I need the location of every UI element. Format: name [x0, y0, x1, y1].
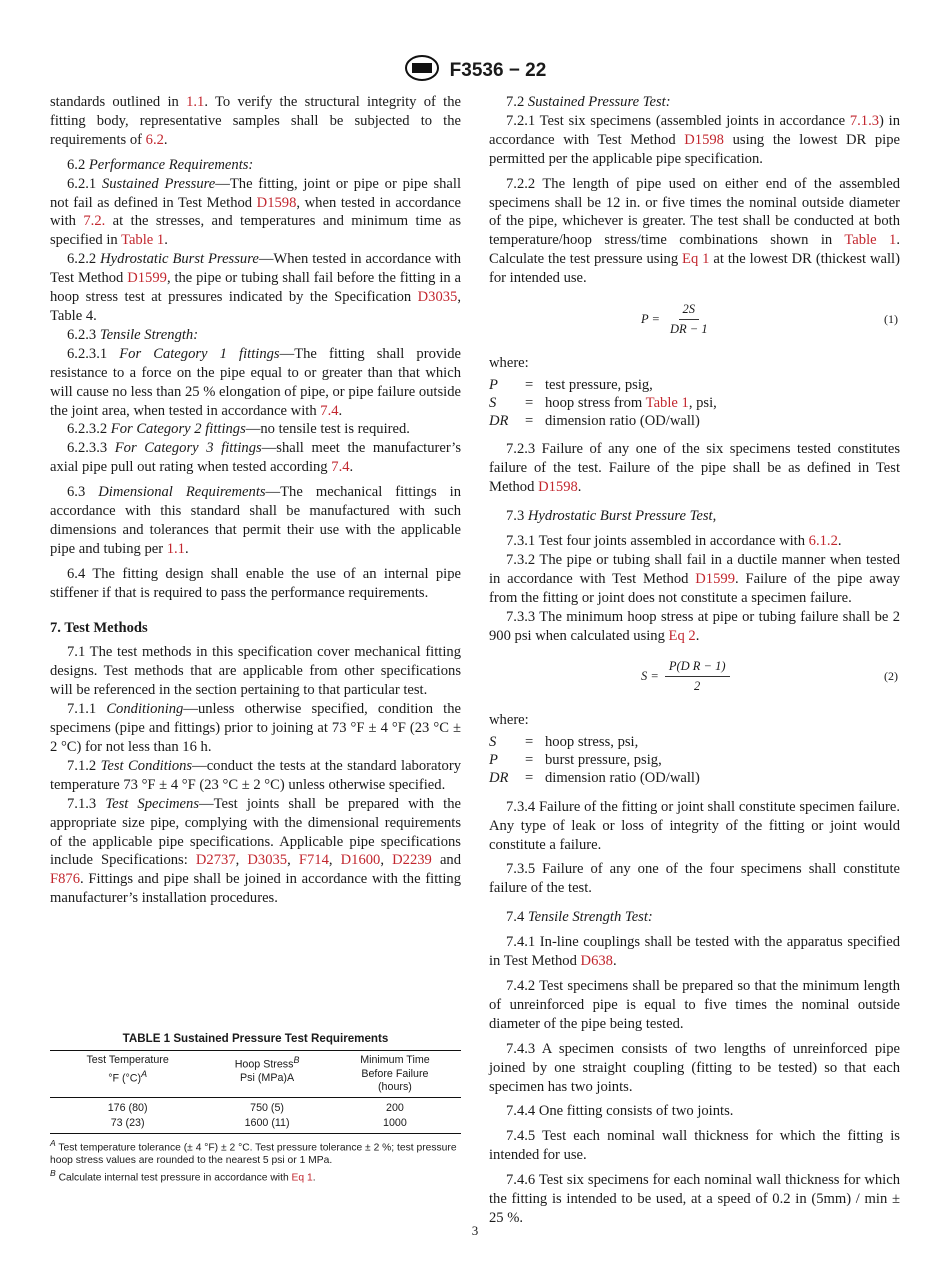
eq2-numerator: P(D R − 1): [665, 657, 730, 677]
definitions-2: [489, 734, 900, 787]
def-text: dimension ratio (OD/wall): [545, 412, 700, 429]
ref-link[interactable]: D2737: [195, 852, 236, 869]
section-heading-7: 7. Test Methods: [50, 619, 148, 636]
section-7-3-5: 7.3.5 Failure of any one of the four specimens shall constitute failure of the test.: [489, 861, 900, 897]
section-6-4: 6.4 The fitting design shall enable the use of an internal pipe stiffener if that is required to pass the performance requirements.: [50, 565, 461, 601]
section-7-4-4: 7.4.4 One fitting consists of two joints.: [506, 1103, 734, 1120]
eq2-number: (2): [884, 669, 898, 684]
ref-link[interactable]: D1599: [127, 270, 167, 287]
ref-link[interactable]: D1600: [340, 852, 381, 869]
cell-temp: 176 (80): [107, 1101, 148, 1114]
ref-link[interactable]: 6.2: [145, 131, 164, 148]
section-7-4-6: 7.4.6 Test six specimens for each nominal wall thickness for which the fitting is intended to be used, at a speed of 0.2 in (5mm) / min ± 25 %.: [489, 1172, 900, 1226]
table-caption: TABLE 1 Sustained Pressure Test Requirements: [122, 1032, 389, 1045]
table-footnote-b: $^B$ Calculate internal test pressure in accordance with Eq 1.: [50, 1168, 316, 1184]
table-row: [50, 1097, 461, 1116]
ref-link[interactable]: 7.2.: [83, 213, 106, 230]
def-symbol: S: [489, 394, 497, 411]
cell-temp: 73 (23): [50, 1116, 205, 1134]
ref-link[interactable]: 1.1: [186, 94, 205, 110]
ref-link[interactable]: Eq 1: [291, 1172, 313, 1184]
def-symbol: DR: [489, 412, 509, 429]
sustained-pressure-table: [50, 1050, 461, 1134]
def-equals: =: [525, 412, 534, 429]
def-equals: =: [525, 734, 534, 751]
section-7-2-3: 7.2.3 Failure of any one of the six specimens tested constitutes failure of the test. Failure of the pipe shall be as defined in Test Method D1598.: [489, 441, 900, 496]
def-text: burst pressure, psig,: [545, 752, 662, 769]
eq1-number: (1): [884, 312, 898, 327]
def-text: test pressure, psig,: [545, 376, 653, 393]
eq2-lhs: S =: [641, 669, 659, 684]
ref-link[interactable]: F714: [298, 852, 329, 869]
col-header-hoop-stress: Hoop Stress$^B$ Psi (MPa)A: [205, 1051, 329, 1098]
section-6-2-2: 6.2.2 Hydrostatic Burst Pressure—When tested in accordance with Test Method D1599, the pipe or tubing shall fail before the fitting in a hoop stress test at pressures indicated by the Specification D3035, Table 4.: [50, 251, 461, 324]
section-7-3-3: 7.3.3 The minimum hoop stress at pipe or tubing failure shall be 2 900 psi when calculated using Eq 2.: [489, 608, 900, 644]
table-row: [50, 1116, 461, 1134]
para-continuation: standards outlined in 1.1. To verify the structural integrity of the fitting body, representative samples shall be subjected to the requirements of 6.2.: [50, 94, 461, 148]
page-header: [0, 54, 950, 87]
eq1-numerator: 2S: [679, 300, 700, 320]
col-header-temperature: Test Temperature °F $(^\circ C)^A$: [50, 1051, 205, 1098]
equation-1: [489, 300, 900, 340]
section-7-2-1: 7.2.1 Test six specimens (assembled joints in accordance 7.1.3) in accordance with Test Method D1598 using the lowest DR pipe permitted per the applicable pipe specification.: [489, 112, 900, 167]
ref-link[interactable]: 7.1.3: [849, 112, 880, 129]
ref-link[interactable]: D1598: [256, 194, 297, 211]
ref-link[interactable]: D2239: [392, 852, 432, 869]
section-7-4: 7.4 Tensile Strength Test:: [506, 909, 653, 926]
section-7-2: 7.2 Sustained Pressure Test:: [506, 94, 671, 110]
ref-link[interactable]: D1598: [538, 479, 578, 496]
cell-stress: 1600 (11): [205, 1116, 329, 1134]
equation-2: [489, 657, 900, 697]
section-7-4-1: 7.4.1 In-line couplings shall be tested with the apparatus specified in Test Method D638.: [489, 934, 900, 970]
section-7-1-3: 7.1.3 Test Specimens—Test joints shall be prepared with the appropriate size pipe, complying with the dimensional requirements of the applicable pipe specifications. Applicable pipe specifications include Specifications: D2737, D3035, F714, D1600, D2239 and F876. Fittings and pipe shall be joined in accordance with the fitting manufacturer’s installation procedures.: [50, 795, 462, 907]
where-label-1: where:: [489, 355, 529, 372]
section-6-2-1: 6.2.1 Sustained Pressure—The fitting, joint or pipe or pipe shall not fail as defined in Test Method D1598, when tested in accordance with 7.2. at the stresses, and temperatures and minimum time as specified in Table 1.: [50, 175, 462, 249]
def-symbol: S: [489, 734, 497, 751]
ref-link[interactable]: D3035: [417, 289, 458, 306]
def-symbol: P: [489, 752, 498, 769]
section-6-2-3-1: 6.2.3.1 For Category 1 fittings—The fitting shall provide resistance to a force on the pipe equal to or greater than that which will cause no less than 25 % elongation of pipe, or pipe failure outside the joint area, when tested in accordance with 7.4.: [50, 345, 461, 419]
cell-time: 200: [386, 1101, 404, 1114]
standard-designation: F3536 − 22: [449, 59, 547, 81]
ref-link[interactable]: Table 1: [844, 232, 897, 249]
section-7-4-2: 7.4.2 Test specimens shall be prepared so that the minimum length of unreinforced pipe is equal to five times the nominal outside diameter of the pipe being tested.: [489, 977, 900, 1032]
eq1-denominator: DR − 1: [669, 321, 708, 336]
definitions-1: [489, 377, 900, 430]
def-equals: =: [525, 394, 534, 411]
ref-link[interactable]: D1598: [684, 131, 724, 148]
page-number: 3: [471, 1223, 479, 1238]
ref-link[interactable]: Eq 1: [682, 251, 710, 268]
ref-link[interactable]: D638: [580, 953, 613, 970]
cell-stress: 750 (5): [250, 1101, 284, 1114]
left-column: [50, 93, 461, 908]
section-7-4-3: 7.4.3 A specimen consists of two lengths of unreinforced pipe joined by one straight coupling (fitting to be tested) so that each specimen has two joints.: [489, 1040, 900, 1095]
section-6-3: 6.3 Dimensional Requirements—The mechanical fittings in accordance with this standard shall be manufactured with such dimensions and tolerances that permit their use with the applicable pipe and tubing per 1.1.: [50, 484, 461, 557]
ref-link[interactable]: D1599: [695, 570, 735, 587]
section-7-1-2: 7.1.2 Test Conditions—conduct the tests at the standard laboratory temperature 73 °F ± 4 °F (23 °C ± 2 °C) unless otherwise specified.: [50, 757, 462, 793]
section-7-3: 7.3 Hydrostatic Burst Pressure Test,: [506, 508, 717, 525]
section-7-3-2: 7.3.2 The pipe or tubing shall fail in a ductile manner when tested in accordance with Test Method D1599. Failure of the pipe away from the fitting or joint does not constitute a specimen failure.: [489, 551, 900, 606]
def-text: dimension ratio (OD/wall): [545, 769, 700, 786]
section-6-2-3-3: 6.2.3.3 For Category 3 fittings—shall meet the manufacturer’s axial pipe pull out rating when tested according 7.4.: [50, 440, 461, 476]
eq2-denominator: 2: [694, 679, 701, 694]
def-symbol: P: [489, 376, 498, 393]
def-equals: =: [525, 769, 534, 786]
table-footnote-a: $^A$ Test temperature tolerance (± 4 °F) ± 2 °C. Test pressure tolerance ± 2 %; test pressure hoop stress values are rounded to the nearest 5 psi or 1 MPa.: [50, 1137, 457, 1166]
section-6-2-3-2: 6.2.3.2 For Category 2 fittings—no tensile test is required.: [67, 421, 410, 438]
section-6-2-3: 6.2.3 Tensile Strength:: [67, 326, 199, 343]
def-equals: =: [525, 376, 534, 393]
section-7-1-1: 7.1.1 Conditioning—unless otherwise specified, condition the specimens (pipe and fittings) prior to joining at 73 °F ± 4 °F (23 °C ± 2 °C) for not less than 16 h.: [50, 701, 461, 755]
def-symbol: DR: [489, 769, 509, 786]
section-7-3-4: 7.3.4 Failure of the fitting or joint shall constitute specimen failure. Any type of leak or loss of integrity of the fitting or joint would constitute a failure.: [489, 798, 900, 853]
def-text: hoop stress, psi,: [545, 734, 639, 751]
ref-link[interactable]: D3035: [247, 852, 288, 869]
ref-link[interactable]: 7.4: [331, 459, 350, 476]
ref-link[interactable]: Table 1: [121, 232, 165, 249]
col-header-min-time: Minimum Time Before Failure (hours): [329, 1051, 461, 1098]
table-1: [50, 1032, 461, 1185]
section-6-2: 6.2 Performance Requirements:: [67, 156, 254, 173]
def-text: hoop stress from Table 1, psi,: [545, 394, 717, 411]
where-label-2: where:: [489, 712, 529, 729]
ref-link[interactable]: Eq 2: [668, 627, 696, 644]
right-column: [489, 93, 900, 1228]
ref-link[interactable]: 1.1: [166, 540, 185, 557]
ref-link[interactable]: Table 1: [645, 394, 689, 411]
ref-link[interactable]: 7.4: [320, 402, 339, 419]
section-7-3-1: 7.3.1 Test four joints assembled in accordance with 6.1.2.: [506, 532, 842, 549]
astm-logo-icon: [404, 54, 440, 87]
section-7-2-2: 7.2.2 The length of pipe used on either end of the assembled specimens shall be 12 in. or five times the nominal outside diameter of the pipe, whichever is greater. The test shall be conducted at both temperature/hoop stress/time combinations shown in Table 1. Calculate the test pressure using Eq 1 at the lowest DR (thickest wall) for intended use.: [489, 175, 901, 287]
ref-link[interactable]: F876: [50, 871, 81, 888]
section-7-1: 7.1 The test methods in this specification cover mechanical fitting designs. Test methods that are applicable from other specifications will be referenced in the section pertaining to that particular test.: [50, 644, 461, 699]
section-7-4-5: 7.4.5 Test each nominal wall thickness for which the fitting is intended for use.: [489, 1128, 900, 1164]
eq1-lhs: P =: [641, 312, 660, 327]
def-equals: =: [525, 752, 534, 769]
ref-link[interactable]: 6.1.2: [808, 532, 838, 549]
cell-time: 1000: [329, 1116, 461, 1134]
